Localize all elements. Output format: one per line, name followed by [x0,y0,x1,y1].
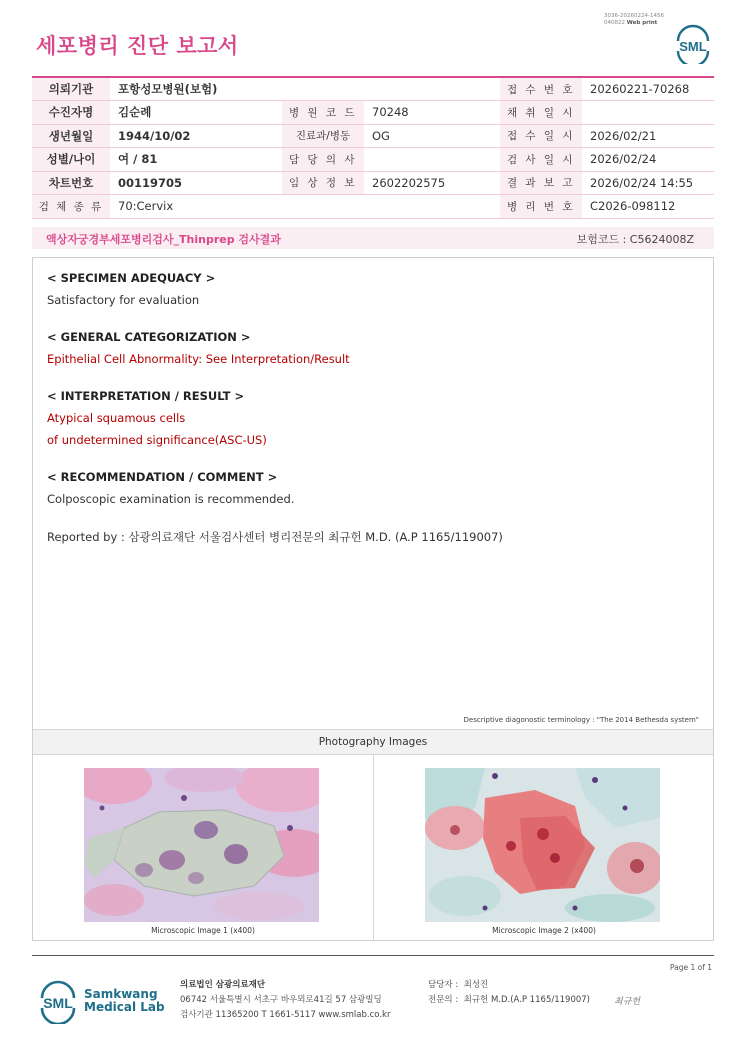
label-requesting-institution: 의뢰기관 [32,77,110,101]
value-patient-name: 김순례 [110,101,282,125]
general-categorization-heading: < GENERAL CATEGORIZATION > [47,330,251,344]
value-department: OG [364,124,500,148]
terminology-note: Descriptive diagonostic terminology : "The 2014 Bethesda system" [463,716,699,724]
label-clinical-info: 임 상 정 보 [282,171,364,195]
label-collection-date: 채 취 일 시 [500,101,582,125]
microscopic-image-1 [84,768,319,922]
info-row [32,148,714,172]
footer-logo-text: SML [43,995,73,1011]
caption-image-2: Microscopic Image 2 (x400) [492,926,596,935]
lab-name-line-2: Medical Lab [84,1000,165,1014]
label-physician: 담 당 의 사 [282,148,364,172]
info-row [32,195,714,219]
footer-signatories [428,978,590,1008]
exam-title-bar [32,227,714,249]
value-sex-age: 여 / 81 [110,148,282,172]
photography-images-heading: Photography Images [33,729,713,755]
photo-cell-1 [33,755,373,941]
web-print-code2: 040822 [604,19,625,26]
label-sex-age: 성별/나이 [32,148,110,172]
caption-image-1: Microscopic Image 1 (x400) [151,926,255,935]
label-exam-date: 검 사 일 시 [500,148,582,172]
value-accession-number: 20260221-70268 [582,77,714,101]
result-box [32,257,714,941]
value-collection-date [582,101,714,125]
manager-label: 담당자 : [428,980,459,990]
web-print-stamp [604,13,664,26]
label-accession-number: 접 수 번 호 [500,77,582,101]
web-print-code: 3036-20260224-1456 [604,13,664,19]
value-clinical-info: 2602202575 [364,171,500,195]
org-contact: 검사기관 11365200 T 1661-5117 www.smlab.co.kr [180,1010,391,1020]
specimen-adequacy-heading: < SPECIMEN ADEQUACY > [47,271,216,285]
org-address: 06742 서울특별시 서초구 바우뫼로41길 57 삼광빌딩 [180,995,382,1005]
photo-cell-2 [373,755,713,941]
label-specimen-type: 검 체 종 류 [32,195,110,219]
sml-footer-logo-icon [36,980,80,1024]
insurance-code: 보험코드 : C5624008Z [576,233,694,246]
info-row [32,124,714,148]
footer-divider [32,955,714,956]
microscopic-image-2 [425,768,660,922]
exam-title: 액상자궁경부세포병리검사_Thinprep 검사결과 [46,233,281,246]
label-chart-number: 차트번호 [32,171,110,195]
interpretation-heading: < INTERPRETATION / RESULT > [47,389,245,403]
interpretation-line-1: Atypical squamous cells [47,411,186,425]
value-exam-date: 2026/02/24 [582,148,714,172]
info-row [32,77,714,101]
value-physician [364,148,500,172]
interpretation-line-2: of undetermined significance(ASC-US) [47,433,267,447]
recommendation-text: Colposcopic examination is recommended. [47,492,295,506]
value-result-report: 2026/02/24 14:55 [582,171,714,195]
info-row [32,101,714,125]
sml-logo-icon [672,24,714,64]
page-number: Page 1 of 1 [669,963,712,972]
value-birth-date: 1944/10/02 [110,124,282,148]
info-row [32,171,714,195]
value-specimen-type: 70:Cervix [110,195,282,219]
label-patient-name: 수진자명 [32,101,110,125]
label-birth-date: 생년월일 [32,124,110,148]
value-chart-number: 00119705 [110,171,282,195]
recommendation-heading: < RECOMMENDATION / COMMENT > [47,470,278,484]
label-hospital-code: 병 원 코 드 [282,101,364,125]
lab-name-line-1: Samkwang [84,987,158,1001]
value-hospital-code: 70248 [364,101,500,125]
specialist-name: 최규헌 M.D.(A.P 1165/119007) [463,995,590,1005]
reported-by: Reported by : 삼광의료재단 서울검사센터 병리전문의 최규헌 M.D. (A.P 1165/119007) [47,530,503,544]
specialist-label: 전문의 : [428,995,459,1005]
info-empty-cell [364,195,500,219]
report-title: 세포병리 진단 보고서 [36,34,239,58]
info-empty-cell [282,195,364,219]
lab-name [84,988,165,1014]
specialist-signature: 최규헌 [614,997,641,1007]
manager-name: 최성진 [463,980,489,990]
general-categorization-text: Epithelial Cell Abnormality: See Interpretation/Result [47,352,350,366]
label-department: 진료과/병동 [282,124,364,148]
value-received-date: 2026/02/21 [582,124,714,148]
footer-address-block [180,978,390,1023]
info-empty-cell [282,77,364,101]
value-requesting-institution: 포항성모병원(보험) [110,77,282,101]
web-print-label: Web print [626,19,658,26]
logo-text: SML [679,39,707,54]
label-received-date: 접 수 일 시 [500,124,582,148]
info-empty-cell [364,77,500,101]
org-name: 의료법인 삼광의료재단 [180,980,266,990]
value-pathology-number: C2026-098112 [582,195,714,219]
specimen-adequacy-text: Satisfactory for evaluation [47,293,200,307]
patient-info-table [32,76,714,219]
label-pathology-number: 병 리 번 호 [500,195,582,219]
label-result-report: 결 과 보 고 [500,171,582,195]
